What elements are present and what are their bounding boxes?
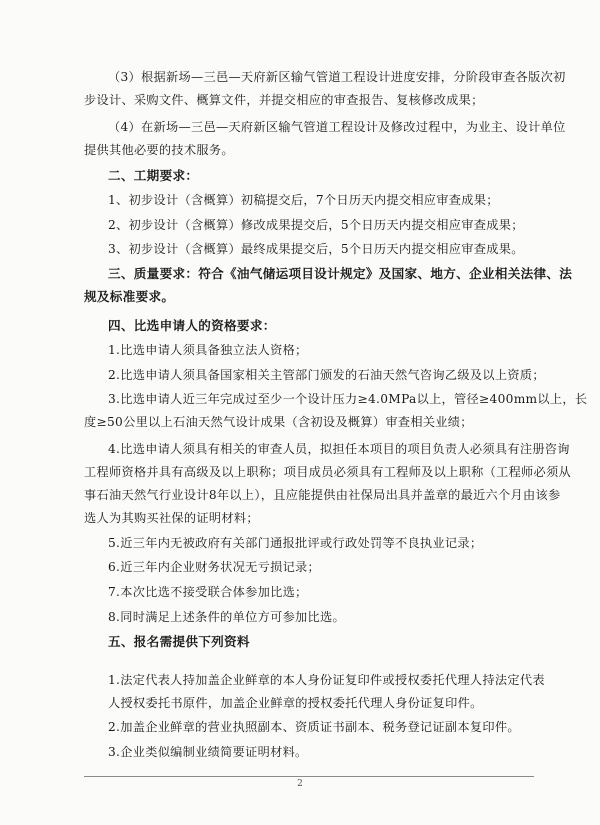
- text-line: 度≥50公里以上石油天然气设计成果（含初设及概算）审查相关业绩；: [84, 415, 473, 429]
- text-line: 事石油天然气行业设计8年以上），且应能提供由社保局出具并盖章的最近六个月由该参: [84, 488, 561, 502]
- list-item-qualification-2: [84, 364, 545, 387]
- list-item-qualification-4: [84, 438, 572, 530]
- list-item-schedule-3: [84, 238, 534, 261]
- text-line: 2、初步设计（含概算）修改成果提交后，5个日历天内提交相应审查成果；: [108, 218, 524, 232]
- section-quality-requirements: [84, 262, 573, 308]
- heading-text: 二、工期要求：: [108, 168, 199, 183]
- text-line: 6.近三年内企业财务状况无亏损记录；: [108, 560, 321, 574]
- section-heading-schedule: [84, 164, 534, 187]
- text-line: 规及标准要求。: [84, 289, 175, 304]
- list-item-registration-3: [84, 741, 534, 764]
- text-line: 步设计、采购文件、概算文件，并提交相应的审查报告、复核修改成果；: [84, 93, 484, 107]
- list-item-registration-1: [84, 669, 545, 715]
- text-line: 2.比选申请人须具备国家相关主管部门颁发的石油天然气咨询乙级及以上资质；: [108, 368, 545, 382]
- footer-divider: [84, 776, 534, 777]
- text-line: （4）在新场—三邑—天府新区输气管道工程设计及修改过程中，为业主、设计单位: [108, 120, 566, 134]
- list-item-qualification-3: [84, 388, 588, 434]
- paragraph-scope-3: [84, 66, 566, 112]
- heading-text: 四、比选申请人的资格要求：: [108, 318, 276, 333]
- section-heading-qualifications: [84, 314, 534, 337]
- text-line: 2.加盖企业鲜章的营业执照副本、资质证书副本、税务登记证副本复印件。: [108, 720, 520, 734]
- heading-text: 五、报名需提供下列资料: [108, 634, 250, 649]
- text-line: 3.比选申请人近三年完成过至少一个设计压力≥4.0MPa以上，管径≥400mm以上，长: [108, 392, 588, 406]
- list-item-qualification-5: [84, 532, 534, 555]
- section-heading-registration: [84, 630, 534, 653]
- text-line: 7.本次比选不接受联合体参加比选；: [108, 585, 308, 599]
- list-item-qualification-6: [84, 556, 534, 579]
- list-item-registration-2: [84, 716, 534, 739]
- text-line: 8.同时满足上述条件的单位方可参加比选。: [108, 610, 346, 624]
- text-line: 1、初步设计（含概算）初稿提交后，7个日历天内提交相应审查成果；: [108, 193, 499, 207]
- list-item-qualification-8: [84, 606, 534, 629]
- text-line: 1.比选申请人须具备独立法人资格；: [108, 343, 308, 357]
- text-line: （3）根据新场—三邑—天府新区输气管道工程设计进度安排，分阶段审查各版次初: [108, 70, 566, 84]
- text-line: 4.比选申请人须具有相关的审查人员，拟担任本项目的项目负责人必须具有注册咨询: [108, 442, 570, 456]
- list-item-schedule-1: [84, 189, 534, 212]
- heading-text: 三、质量要求：符合《油气储运项目设计规定》及国家、地方、企业相关法律、法: [108, 266, 573, 281]
- text-line: 1.法定代表人持加盖企业鲜章的本人身份证复印件或授权委托代理人持法定代表: [108, 673, 545, 687]
- list-item-schedule-2: [84, 214, 534, 237]
- text-line: 提供其他必要的技术服务。: [84, 143, 234, 157]
- list-item-qualification-1: [84, 339, 534, 362]
- text-line: 3.企业类似编制业绩简要证明材料。: [108, 745, 308, 759]
- page-number: 2: [297, 779, 303, 789]
- list-item-qualification-7: [84, 581, 534, 604]
- text-line: 工程师资格并具有高级及以上职称；项目成员必须具有工程师及以上职称（工程师必须从: [84, 465, 572, 479]
- text-line: 选人为其购买社保的证明材料；: [84, 511, 259, 525]
- text-line: 5.近三年内无被政府有关部门通报批评或行政处罚等不良执业记录；: [108, 536, 483, 550]
- text-line: 3、初步设计（含概算）最终成果提交后，5个日历天内提交相应审查成果。: [108, 242, 524, 256]
- paragraph-scope-4: [84, 116, 566, 162]
- text-line: 人授权委托书原件，加盖企业鲜章的授权委托代理人身份证复印件。: [108, 696, 483, 710]
